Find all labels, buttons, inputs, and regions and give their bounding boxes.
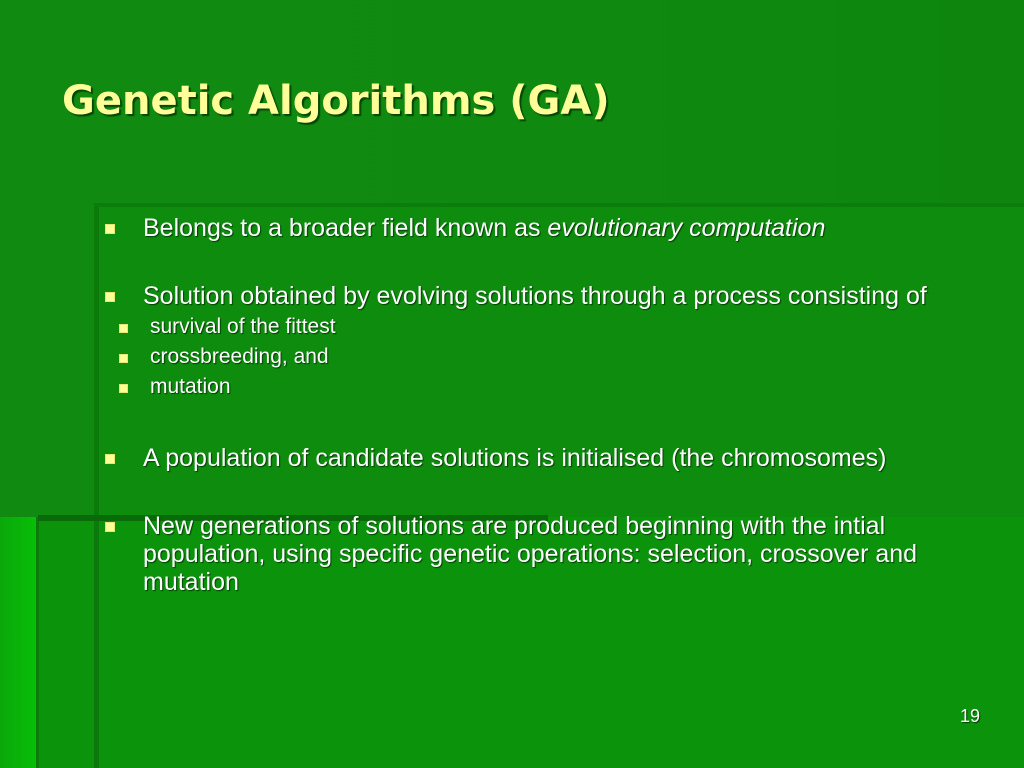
bullet-text: A population of candidate solutions is initialised (the chromosomes) xyxy=(143,444,887,472)
bullet-item xyxy=(105,444,935,472)
background-edge-line xyxy=(36,517,39,768)
sub-bullet-text: survival of the fittest xyxy=(150,315,336,338)
square-bullet-icon xyxy=(105,522,115,532)
bullet-emphasis-text: evolutionary computation xyxy=(547,214,826,242)
bullet-text: Solution obtained by evolving solutions through a process consisting of xyxy=(143,282,927,310)
square-bullet-icon xyxy=(119,354,128,363)
bullet-text: Belongs to a broader field known as xyxy=(143,214,548,242)
sub-bullet-item xyxy=(105,342,935,372)
square-bullet-icon xyxy=(105,292,115,302)
square-bullet-icon xyxy=(105,454,115,464)
sub-bullet-item xyxy=(105,372,935,402)
square-bullet-icon xyxy=(119,324,128,333)
background-horizontal-line-top xyxy=(94,203,1024,207)
background-vertical-line xyxy=(94,205,99,768)
bullet-text: New generations of solutions are produced beginning with the intial population, using specific genetic operations: selection, crossover and mutation xyxy=(143,512,918,596)
sub-bullet-text: mutation xyxy=(150,375,231,398)
square-bullet-icon xyxy=(119,384,128,393)
sub-bullet-item xyxy=(105,312,935,342)
bullet-item xyxy=(105,512,935,596)
page-number: 19 xyxy=(959,706,980,726)
bullet-item xyxy=(105,282,935,310)
square-bullet-icon xyxy=(105,224,115,234)
background-strip-left xyxy=(0,517,38,768)
bullet-item xyxy=(105,214,935,242)
sub-bullet-list xyxy=(105,312,935,402)
bullet-list xyxy=(105,212,935,596)
slide-title: Genetic Algorithms (GA) xyxy=(62,78,610,124)
sub-bullet-text: crossbreeding, and xyxy=(150,345,329,368)
